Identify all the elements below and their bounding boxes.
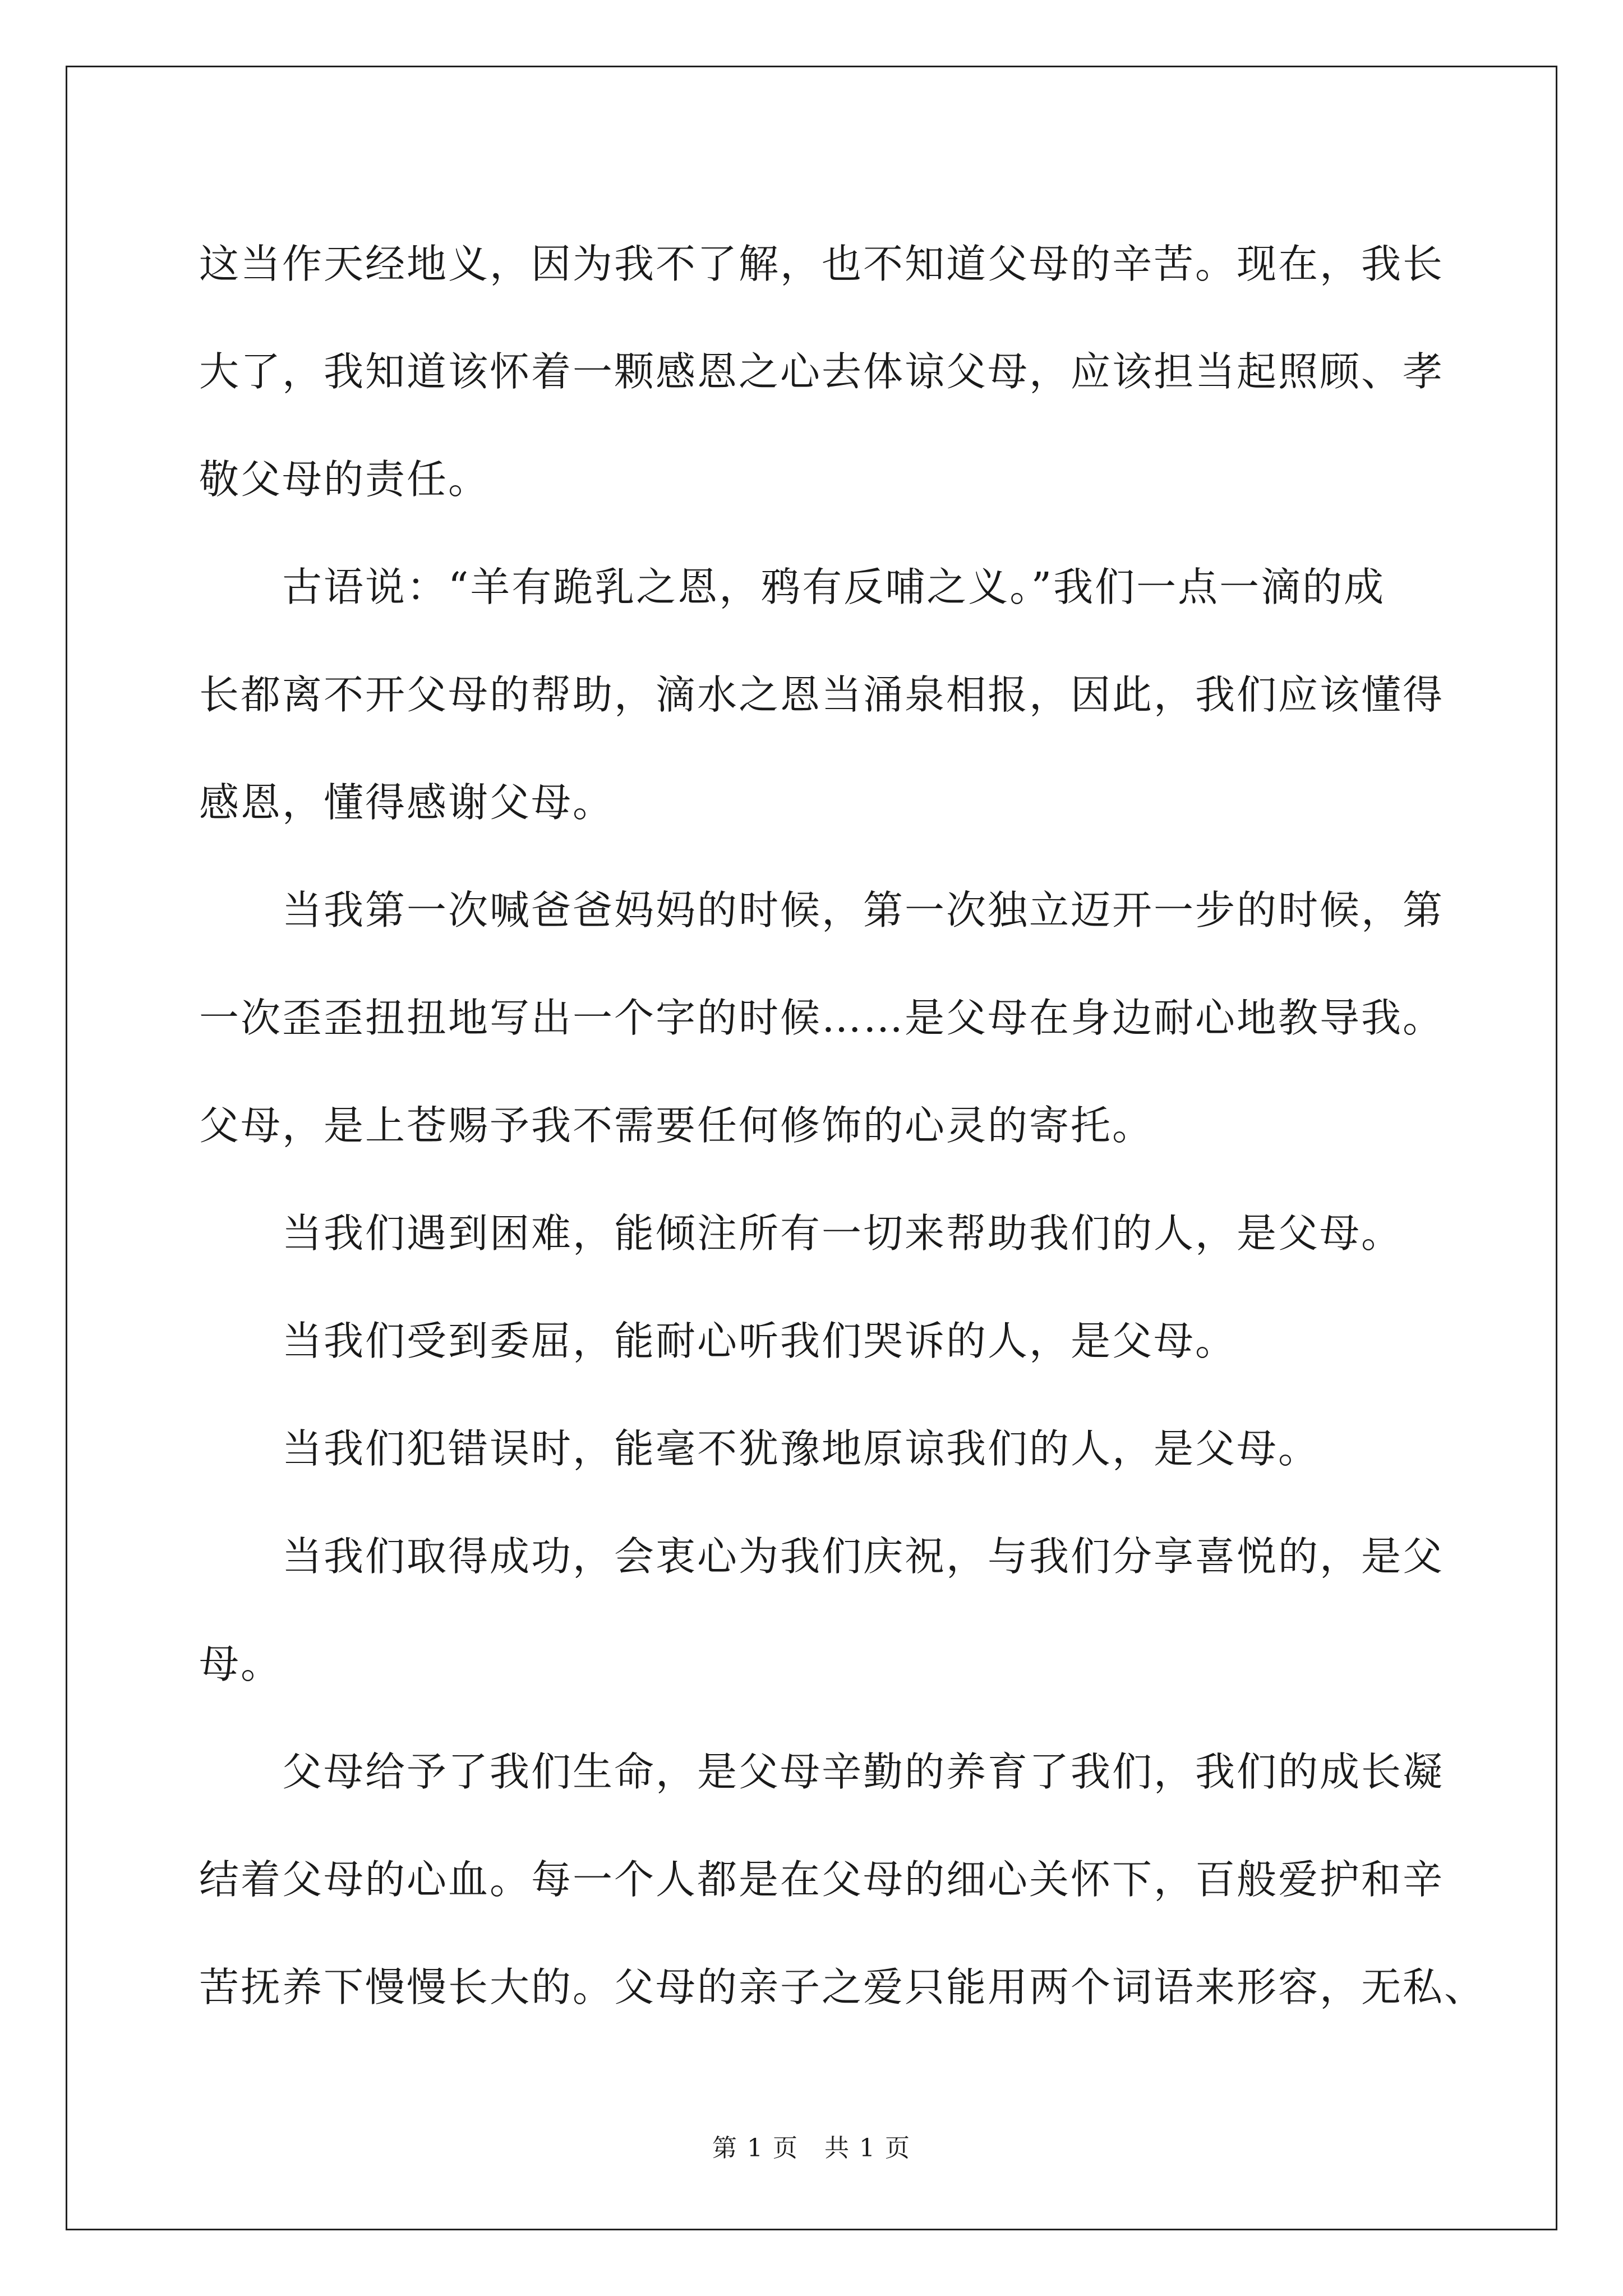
text-line: 长都离不开父母的帮助，滴水之恩当涌泉相报，因此，我们应该懂得	[199, 671, 1445, 718]
text-line: 母。	[199, 1641, 283, 1687]
text-line: 感恩，懂得感谢父母。	[199, 779, 615, 826]
text-line: 父母，是上苍赐予我不需要任何修饰的心灵的寄托。	[199, 1102, 1154, 1149]
paragraph-first-line: 当我们遇到困难，能倾注所有一切来帮助我们的人，是父母。	[282, 1210, 1403, 1257]
paragraph-first-line: 当我们受到委屈，能耐心听我们哭诉的人，是父母。	[282, 1318, 1237, 1364]
paragraph-first-line: 父母给予了我们生命，是父母辛勤的养育了我们，我们的成长凝	[282, 1749, 1445, 1795]
paragraph-first-line: 古语说：“羊有跪乳之恩，鸦有反哺之义。”我们一点一滴的成	[282, 564, 1386, 610]
paragraph-first-line: 当我们犯错误时，能毫不犹豫地原谅我们的人，是父母。	[282, 1425, 1320, 1472]
text-line: 一次歪歪扭扭地写出一个字的时候……是父母在身边耐心地教导我。	[199, 995, 1445, 1041]
paragraph-first-line: 当我们取得成功，会衷心为我们庆祝，与我们分享喜悦的，是父	[282, 1533, 1445, 1580]
page-number-footer: 第 1 页 共 1 页	[712, 2134, 911, 2162]
text-line: 苦抚养下慢慢长大的。父母的亲子之爱只能用两个词语来形容，无私、	[199, 1964, 1486, 2010]
text-line: 大了，我知道该怀着一颗感恩之心去体谅父母，应该担当起照顾、孝	[199, 348, 1445, 395]
document-body	[199, 210, 1486, 2041]
text-line: 结着父母的心血。每一个人都是在父母的细心关怀下，百般爱护和辛	[199, 1856, 1445, 1903]
paragraph-first-line: 当我第一次喊爸爸妈妈的时候，第一次独立迈开一步的时候，第	[282, 887, 1445, 933]
text-line: 敬父母的责任。	[199, 456, 490, 503]
text-line: 这当作天经地义，因为我不了解，也不知道父母的辛苦。现在，我长	[199, 241, 1445, 287]
